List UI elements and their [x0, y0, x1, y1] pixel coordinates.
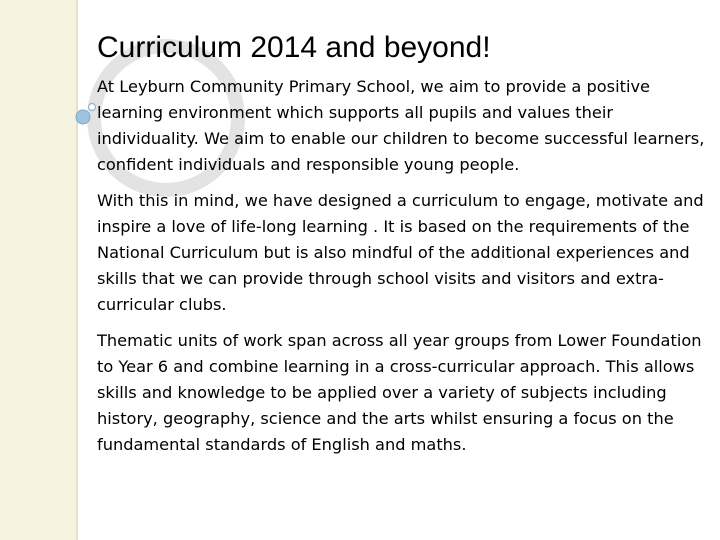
paragraph-curriculum-design: With this in mind, we have designed a curriculum to engage, motivate and inspire a love of life-long learning . It is based on the requirements of the National Curriculum but is also mindful of the additional experiences and skills that we can provide through school visits and visitors and extra-curricular clubs.	[97, 191, 704, 314]
slide-title: Curriculum 2014 and beyond!	[97, 31, 491, 64]
small-outline-circle	[89, 104, 96, 111]
paragraph-thematic-units: Thematic units of work span across all year groups from Lower Foundation to Year 6 and combine learning in a cross-curricular approach. This allows skills and knowledge to be applied over a variety of subjects including history, geography, science and the arts whilst ensuring a focus on the fundamental standards of English and maths.	[97, 331, 702, 454]
slide-body	[97, 74, 707, 468]
paragraph-intro: At Leyburn Community Primary School, we aim to provide a positive learning environment which supports all pupils and values their individuality. We aim to enable our children to become successful learners, confident individuals and responsible young people.	[97, 77, 705, 174]
side-panel	[0, 0, 78, 540]
accent-circle	[76, 110, 90, 124]
